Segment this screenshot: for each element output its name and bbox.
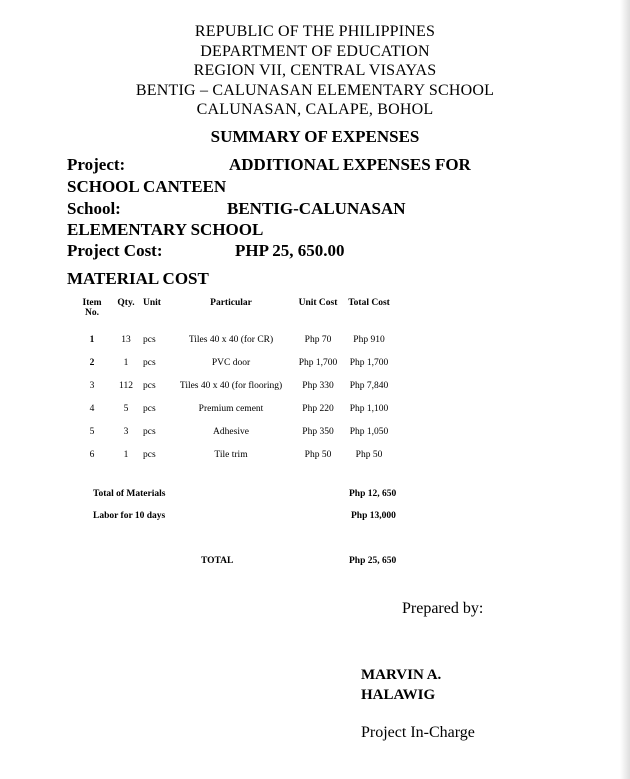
- preparer-name-line2: HALAWIG: [361, 687, 436, 703]
- cell-qty: 3: [123, 426, 129, 437]
- cell-unit: pcs: [143, 403, 156, 414]
- cell-unit: pcs: [143, 357, 156, 368]
- cell-unit-cost: Php 1,700: [298, 357, 338, 368]
- cell-unit-cost: Php 70: [304, 334, 332, 345]
- prepared-by-label: Prepared by:: [402, 600, 484, 617]
- project-value-line1: ADDITIONAL EXPENSES FOR: [229, 155, 471, 174]
- cell-particular: Tiles 40 x 40 (for flooring): [179, 380, 283, 391]
- cell-qty: 1: [123, 357, 129, 368]
- cell-particular: Premium cement: [198, 403, 264, 414]
- header-line-address: CALUNASAN, CALAPE, BOHOL: [196, 101, 434, 118]
- school-label: School:: [67, 199, 121, 218]
- col-particular: Particular: [210, 298, 252, 308]
- table-row: [72, 443, 394, 466]
- cell-unit-cost: Php 220: [302, 403, 334, 414]
- cell-total-cost: Php 1,700: [349, 357, 389, 368]
- cell-unit: pcs: [143, 449, 156, 460]
- cell-unit-cost: Php 350: [302, 426, 334, 437]
- materials-table: [72, 296, 394, 466]
- cell-unit: pcs: [143, 380, 156, 391]
- total-materials-label: Total of Materials: [93, 489, 166, 499]
- labor-label: Labor for 10 days: [93, 511, 166, 521]
- cell-item-no: 3: [89, 380, 95, 391]
- table-header-row: [72, 296, 394, 320]
- cell-item-no: 6: [89, 449, 95, 460]
- cell-total-cost: Php 1,100: [349, 403, 389, 414]
- cell-particular: Tiles 40 x 40 (for CR): [188, 334, 274, 345]
- header-line-department: DEPARTMENT OF EDUCATION: [200, 42, 430, 60]
- cell-particular: PVC door: [211, 357, 251, 368]
- col-qty: Qty.: [117, 298, 135, 308]
- material-cost-heading: MATERIAL COST: [67, 269, 209, 288]
- project-cost-label: Project Cost:: [67, 241, 163, 260]
- school-value-line2: ELEMENTARY SCHOOL: [67, 220, 264, 239]
- school-value-line1: BENTIG-CALUNASAN: [227, 199, 406, 218]
- preparer-role: Project In-Charge: [361, 724, 475, 741]
- cell-total-cost: Php 7,840: [349, 380, 389, 391]
- grand-total-label: TOTAL: [201, 556, 234, 566]
- cell-item-no: 5: [89, 426, 95, 437]
- project-value-line2: SCHOOL CANTEEN: [67, 177, 227, 196]
- cell-total-cost: Php 1,050: [349, 426, 389, 437]
- cell-unit-cost: Php 330: [302, 380, 334, 391]
- project-label: Project:: [67, 155, 126, 174]
- cell-qty: 5: [123, 403, 129, 414]
- total-materials-value: Php 12, 650: [349, 489, 397, 499]
- cell-item-no: 1: [89, 334, 95, 345]
- table-row: [72, 351, 394, 374]
- cell-particular: Adhesive: [213, 426, 249, 437]
- table-row: [72, 328, 394, 351]
- cell-unit-cost: Php 50: [304, 449, 332, 460]
- cell-qty: 112: [119, 380, 133, 391]
- cell-total-cost: Php 910: [353, 334, 385, 345]
- cell-qty: 13: [121, 334, 131, 345]
- col-item-no: Item No.: [82, 298, 102, 318]
- col-unit: Unit: [143, 298, 161, 308]
- cell-qty: 1: [123, 449, 129, 460]
- document-title: SUMMARY OF EXPENSES: [210, 127, 420, 146]
- header-line-school: BENTIG – CALUNASAN ELEMENTARY SCHOOL: [135, 81, 495, 99]
- table-row: [72, 374, 394, 397]
- document-header: [0, 22, 630, 120]
- cell-item-no: 4: [89, 403, 95, 414]
- cell-unit: pcs: [143, 334, 156, 345]
- cell-total-cost: Php 50: [355, 449, 383, 460]
- table-row: [72, 420, 394, 443]
- table-row: [72, 397, 394, 420]
- grand-total-value: Php 25, 650: [349, 556, 397, 566]
- col-unit-cost: Unit Cost: [298, 298, 338, 308]
- header-line-region: REGION VII, CENTRAL VISAYAS: [193, 62, 437, 79]
- cell-unit: pcs: [143, 426, 156, 437]
- col-total-cost: Total Cost: [348, 298, 390, 308]
- header-line-republic: REPUBLIC OF THE PHILIPPINES: [194, 23, 436, 40]
- labor-value: Php 13,000: [351, 511, 396, 521]
- project-cost-value: PHP 25, 650.00: [235, 241, 345, 260]
- preparer-name-line1: MARVIN A.: [361, 667, 442, 683]
- cell-item-no: 2: [89, 357, 95, 368]
- cell-particular: Tile trim: [214, 449, 248, 460]
